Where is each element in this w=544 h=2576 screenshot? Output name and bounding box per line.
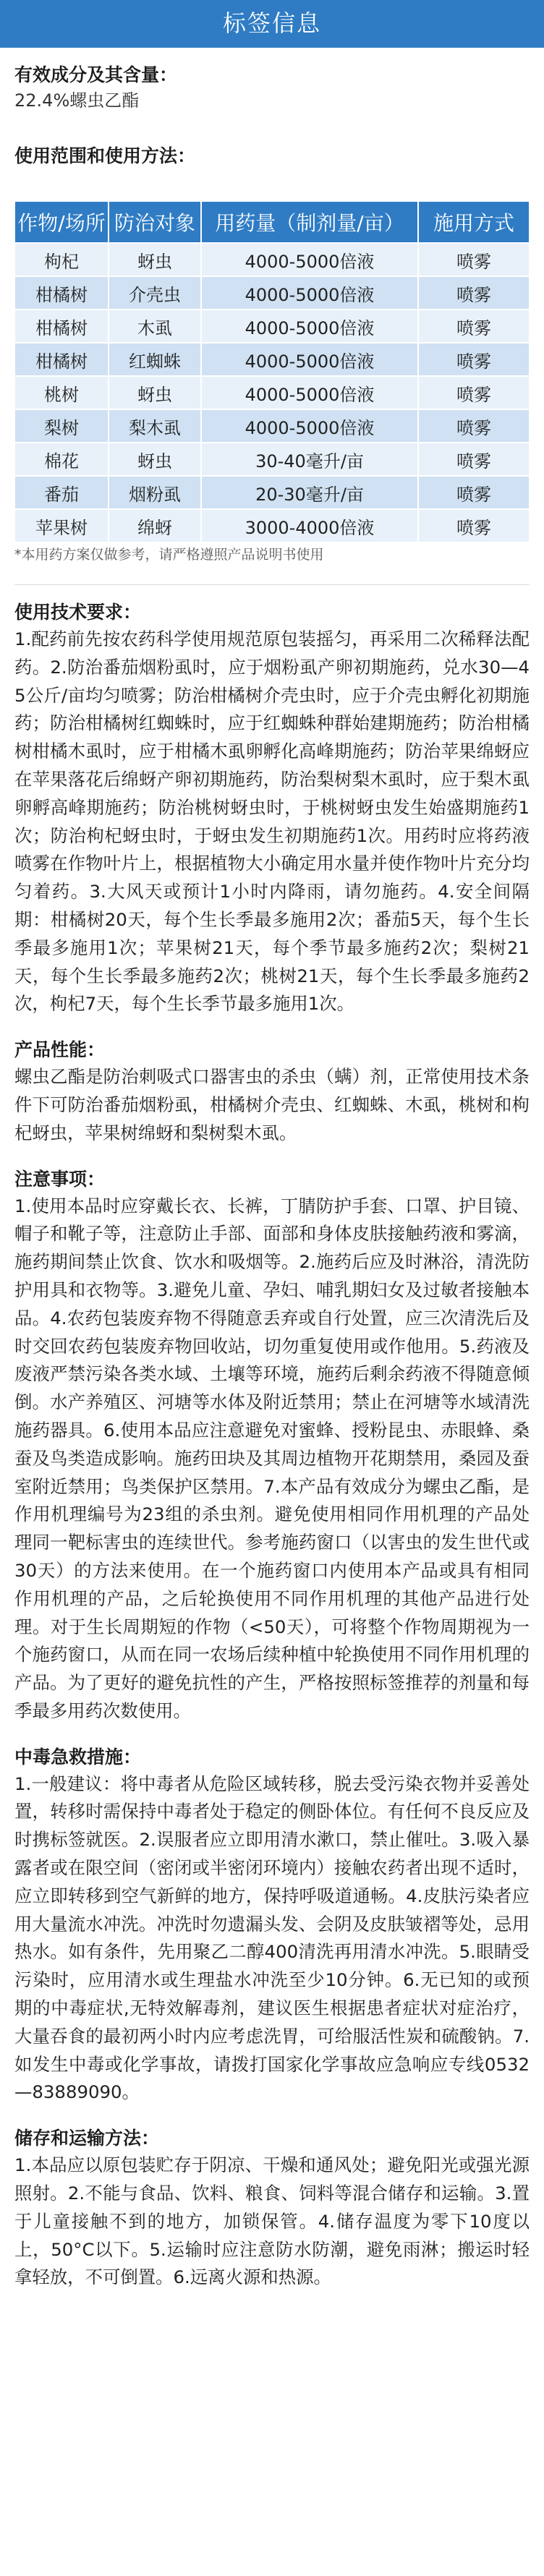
method-cell: 喷雾 xyxy=(418,443,530,476)
target-cell: 蚜虫 xyxy=(109,243,201,276)
method-cell: 喷雾 xyxy=(418,310,530,343)
section-divider xyxy=(14,584,530,585)
storage-heading: 储存和运输方法： xyxy=(14,2128,160,2149)
crop-cell: 柑橘树 xyxy=(14,276,109,310)
table-row xyxy=(14,509,530,542)
table-row xyxy=(14,310,530,343)
target-cell: 绵蚜 xyxy=(109,509,201,542)
target-cell: 烟粉虱 xyxy=(109,476,201,509)
method-cell: 喷雾 xyxy=(418,476,530,509)
table-row xyxy=(14,409,530,443)
usage-note: *本用药方案仅做参考，请严格遵照产品说明书使用 xyxy=(14,547,324,563)
crop-cell: 桃树 xyxy=(14,376,109,409)
crop-cell: 柑橘树 xyxy=(14,310,109,343)
first-aid-heading: 中毒急救措施： xyxy=(14,1746,142,1767)
target-cell: 蚜虫 xyxy=(109,376,201,409)
table-row xyxy=(14,276,530,310)
crop-cell: 柑橘树 xyxy=(14,343,109,376)
dosage-cell: 4000-5000倍液 xyxy=(201,343,418,376)
method-cell: 喷雾 xyxy=(418,343,530,376)
label-content xyxy=(0,48,544,2292)
target-cell: 梨木虱 xyxy=(109,409,201,443)
precautions-heading: 注意事项： xyxy=(14,1168,106,1190)
method-cell: 喷雾 xyxy=(418,409,530,443)
crop-cell: 番茄 xyxy=(14,476,109,509)
table-row xyxy=(14,443,530,476)
crop-cell: 苹果树 xyxy=(14,509,109,542)
ingredient-value: 22.4%螺虫乙酯 xyxy=(14,90,140,111)
page-title: 标签信息 xyxy=(222,9,321,37)
crop-cell: 棉花 xyxy=(14,443,109,476)
ingredient-heading: 有效成分及其含量： xyxy=(14,64,178,85)
dosage-cell: 4000-5000倍液 xyxy=(201,310,418,343)
usage-table xyxy=(14,201,530,542)
ingredient-section xyxy=(14,62,530,113)
table-row xyxy=(14,376,530,409)
target-cell: 红蜘蛛 xyxy=(109,343,201,376)
target-cell: 木虱 xyxy=(109,310,201,343)
storage-text: 1.本品应以原包装贮存于阴凉、干燥和通风处；避免阳光或强光源照射。2.不能与食品、饮料、粮食、饲料等混合储存和运输。3.置于儿童接触不到的地方，加锁保管。4.储存温度为零下10度以上，50°C以下。5.运输时应注意防水防潮，避免雨淋；搬运时轻拿轻放，不可倒置。6.远离火源和热源。 xyxy=(14,2154,530,2288)
crop-cell: 梨树 xyxy=(14,409,109,443)
page-header xyxy=(0,0,544,48)
technique-section xyxy=(14,584,530,1018)
usage-table-header xyxy=(14,201,530,243)
technique-text: 1.配药前先按农药科学使用规范原包装摇匀，再采用二次稀释法配药。2.防治番茄烟粉虱时，应于烟粉虱产卵初期施药，兑水30—45公斤/亩均匀喷雾；防治柑橘树介壳虫时，应于介壳虫孵化初期施药；防治柑橘树红蜘蛛时，应于红蜘蛛种群始建期施药；防治柑橘树柑橘木虱时，应于柑橘木虱卵孵化高峰期施药；防治苹果绵蚜应在苹果落花后绵蚜产卵初期施药，防治梨树梨木虱时，应于梨木虱卵孵高峰期施药；防治桃树蚜虫时，于桃树蚜虫发生始盛期施药1次；防治枸杞蚜虫时，于蚜虫发生初期施药1次。用药时应将药液喷雾在作物叶片上，根据植物大小确定用水量并使作物叶片充分均匀着药。3.大风天或预计1小时内降雨，请勿施药。4.安全间隔期：柑橘树20天，每个生长季最多施用2次；番茄5天，每个生长季最多施用1次；苹果树21天，每个季节最多施药2次；梨树21天，每个生长季最多施药2次；桃树21天，每个生长季最多施药2次，枸杞7天，每个生长季节最多施用1次。 xyxy=(14,628,530,1015)
precautions-text: 1.使用本品时应穿戴长衣、长裤，丁腈防护手套、口罩、护目镜、帽子和靴子等，注意防止手部、面部和身体皮肤接触药液和雾滴，施药期间禁止饮食、饮水和吸烟等。2.施药后应及时淋浴，清洗防护用具和衣物等。3.避免儿童、孕妇、哺乳期妇女及过敏者接触本品。4.农药包装废弃物不得随意丢弃或自行处置，应三次清洗后及时交回农药包装废弃物回收站，切勿重复使用或作他用。5.药液及废液严禁污染各类水域、土壤等环境，施药后剩余药液不得随意倾倒。水产养殖区、河塘等水体及附近禁用；禁止在河塘等水域清洗施药器具。6.使用本品应注意避免对蜜蜂、授粉昆虫、赤眼蜂、桑蚕及鸟类造成影响。施药田块及其周边植物开花期禁用，桑园及蚕室附近禁用；鸟类保护区禁用。7.本产品有效成分为螺虫乙酯，是作用机理编号为23组的杀虫剂。避免使用相同作用机理的产品处理同一靶标害虫的连续世代。参考施药窗口（以害虫的发生世代或30天）的方法来使用。在一个施药窗口内使用本产品或具有相同作用机理的产品，之后轮换使用不同作用机理的其他产品进行处理。对于生长周期短的作物（<50天），可将整个作物周期视为一个施药窗口，从而在同一农场后续种植中轮换使用不同作用机理的产品。为了更好的避免抗性的产生，严格按照标签推荐的剂量和每季最多用药次数使用。 xyxy=(14,1195,530,1721)
properties-heading: 产品性能： xyxy=(14,1039,106,1061)
first-aid-section xyxy=(14,1744,530,2107)
column-header-target: 防治对象 xyxy=(109,201,201,243)
table-row xyxy=(14,476,530,509)
properties-section xyxy=(14,1037,530,1147)
dosage-cell: 4000-5000倍液 xyxy=(201,243,418,276)
crop-cell: 枸杞 xyxy=(14,243,109,276)
dosage-cell: 4000-5000倍液 xyxy=(201,376,418,409)
dosage-cell: 20-30毫升/亩 xyxy=(201,476,418,509)
usage-section xyxy=(14,143,530,564)
column-header-dosage: 用药量（制剂量/亩） xyxy=(201,201,418,243)
table-row xyxy=(14,343,530,376)
method-cell: 喷雾 xyxy=(418,276,530,310)
usage-heading: 使用范围和使用方法： xyxy=(14,145,196,166)
technique-heading: 使用技术要求： xyxy=(14,602,142,623)
target-cell: 蚜虫 xyxy=(109,443,201,476)
dosage-cell: 30-40毫升/亩 xyxy=(201,443,418,476)
method-cell: 喷雾 xyxy=(418,509,530,542)
table-row xyxy=(14,243,530,276)
properties-text: 螺虫乙酯是防治刺吸式口器害虫的杀虫（螨）剂，正常使用技术条件下可防治番茄烟粉虱，柑橘树介壳虫、红蜘蛛、木虱，桃树和枸杞蚜虫，苹果树绵蚜和梨树梨木虱。 xyxy=(14,1066,530,1143)
method-cell: 喷雾 xyxy=(418,376,530,409)
method-cell: 喷雾 xyxy=(418,243,530,276)
precautions-section xyxy=(14,1167,530,1726)
column-header-crop: 作物/场所 xyxy=(14,201,109,243)
dosage-cell: 3000-4000倍液 xyxy=(201,509,418,542)
first-aid-text: 1.一般建议：将中毒者从危险区域转移，脱去受污染衣物并妥善处置，转移时需保持中毒者处于稳定的侧卧体位。有任何不良反应及时携标签就医。2.误服者应立即用清水漱口，禁止催吐。3.吸入暴露者或在限空间（密闭或半密闭环境内）接触农药者出现不适时，应立即转移到空气新鲜的地方，保持呼吸道通畅。4.皮肤污染者应用大量流水冲洗。冲洗时勿遗漏头发、会阴及皮肤皱褶等处，忌用热水。如有条件，先用聚乙二醇400清洗再用清水冲洗。5.眼睛受污染时，应用清水或生理盐水冲洗至少10分钟。6.无已知的或预期的中毒症状,无特效解毒剂，建议医生根据患者症状对症治疗，大量吞食的最初两小时内应考虑洗胃，可给服活性炭和硫酸钠。7.如发生中毒或化学事故，请拨打国家化学事故应急响应专线0532—83889090。 xyxy=(14,1773,530,2103)
dosage-cell: 4000-5000倍液 xyxy=(201,276,418,310)
target-cell: 介壳虫 xyxy=(109,276,201,310)
storage-section xyxy=(14,2125,530,2292)
dosage-cell: 4000-5000倍液 xyxy=(201,409,418,443)
column-header-method: 施用方式 xyxy=(418,201,530,243)
